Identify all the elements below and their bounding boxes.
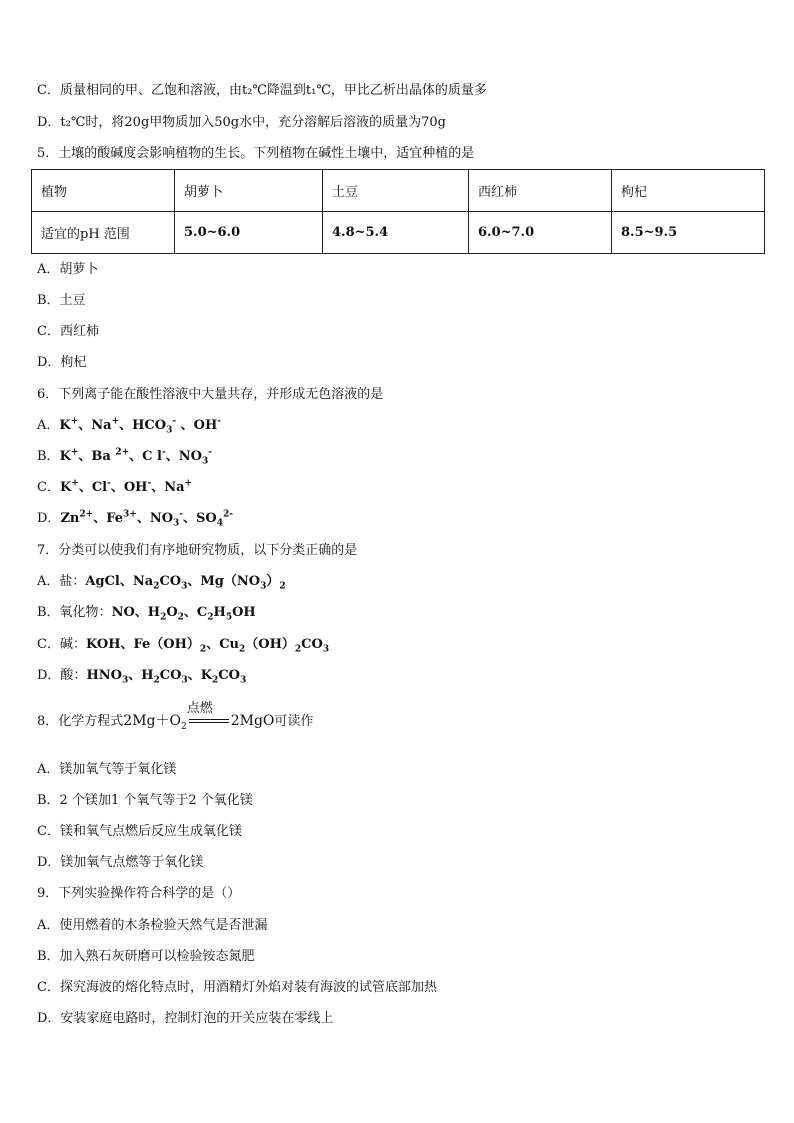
table-header-cell: 枸杞 [612, 170, 765, 212]
question-6: 6．下列离子能在酸性溶液中大量共存，并形成无色溶液的是 [37, 387, 384, 402]
table-header-cell: 胡萝卜 [175, 170, 323, 212]
q7-option-c: C．碱：KOH、$Fe(OH)_2$、$Cu_2(OH)_2CO_3$ [37, 637, 330, 655]
q8-option-c: C．镁和氧气点燃后反应生成氧化镁 [37, 824, 242, 839]
q4-option-c: C．质量相同的甲、乙饱和溶液，由t₂℃降温到t₁℃，甲比乙析出晶体的质量多 [37, 83, 487, 98]
q9-option-c: C．探究海波的熔化特点时，用酒精灯外焰对装有海波的试管底部加热 [37, 980, 437, 995]
q6-option-a: A．K+、Na+、$HCO_3^-$ 、OH- [37, 416, 221, 436]
table-cell: 8.5~9.5 [612, 212, 765, 254]
q7-option-d: D．酸：$HNO_3$、$H_2CO_3$、$K_2CO_3$ [37, 668, 247, 686]
q8-option-a: A．镁加氧气等于氧化镁 [37, 762, 177, 777]
table-header-cell: 西红柿 [469, 170, 612, 212]
q6-option-b: B．K+、Ba $^{2+}$、C l-、$NO_3^-$ [37, 447, 212, 467]
q5-option-c: C．西红柿 [37, 324, 99, 339]
table-header-cell: 植物 [32, 170, 175, 212]
q9-option-d: D．安装家庭电路时，控制灯泡的开关应装在零线上 [37, 1011, 334, 1026]
q5-option-b: B．土豆 [37, 293, 86, 308]
table-cell: 5.0~6.0 [175, 212, 323, 254]
ph-range-table [31, 169, 765, 254]
table-cell: 4.8~5.4 [323, 212, 469, 254]
table-row [32, 212, 765, 254]
table-cell: 适宜的pH 范围 [32, 212, 175, 254]
reaction-arrow [186, 700, 229, 729]
question-7: 7．分类可以使我们有序地研究物质，以下分类正确的是 [37, 543, 358, 558]
q8-option-b: B．2 个镁加1 个氧气等于2 个氧化镁 [37, 793, 253, 808]
question-5: 5．土壤的酸碱度会影响植物的生长。下列植物在碱性土壤中，适宜种植的是 [37, 146, 475, 161]
table-cell: 6.0~7.0 [469, 212, 612, 254]
question-9: 9．下列实验操作符合科学的是（） [37, 886, 241, 901]
q5-option-d: D．枸杞 [37, 355, 87, 370]
equation-right: 2MgO [230, 713, 275, 729]
reaction-condition: 点燃 [186, 700, 213, 716]
q6-option-c: C．K+、Cl-、OH-、Na+ [37, 478, 193, 495]
q4-option-d: D．t₂℃时，将20g甲物质加入50g水中，充分溶解后溶液的质量为70g [37, 115, 446, 130]
equation-left: $2Mg+O_2$ [123, 713, 187, 732]
q5-option-a: A．胡萝卜 [37, 262, 99, 277]
q8-option-d: D．镁加氧气点燃等于氧化镁 [37, 855, 204, 870]
q6-option-d: D．$Zn^{2+}$、$Fe^{3+}$、$NO_3^-$、$SO_4^{2-}$ [37, 509, 234, 529]
question-8: 8．化学方程式$2Mg+O_2$ 点燃 2MgO可读作 [37, 700, 314, 732]
q7-option-b: B．氧化物：NO、$H_2O_2$、$C_2H_5OH$ [37, 605, 256, 623]
q7-option-a: A．盐：AgCl、$Na_2CO_3$、$Mg(NO_3)_2$ [37, 574, 286, 592]
table-header-cell: 土豆 [323, 170, 469, 212]
q9-option-b: B．加入熟石灰研磨可以检验铵态氮肥 [37, 949, 255, 964]
q9-option-a: A．使用燃着的木条检验天然气是否泄漏 [37, 918, 268, 933]
table-row [32, 170, 765, 212]
